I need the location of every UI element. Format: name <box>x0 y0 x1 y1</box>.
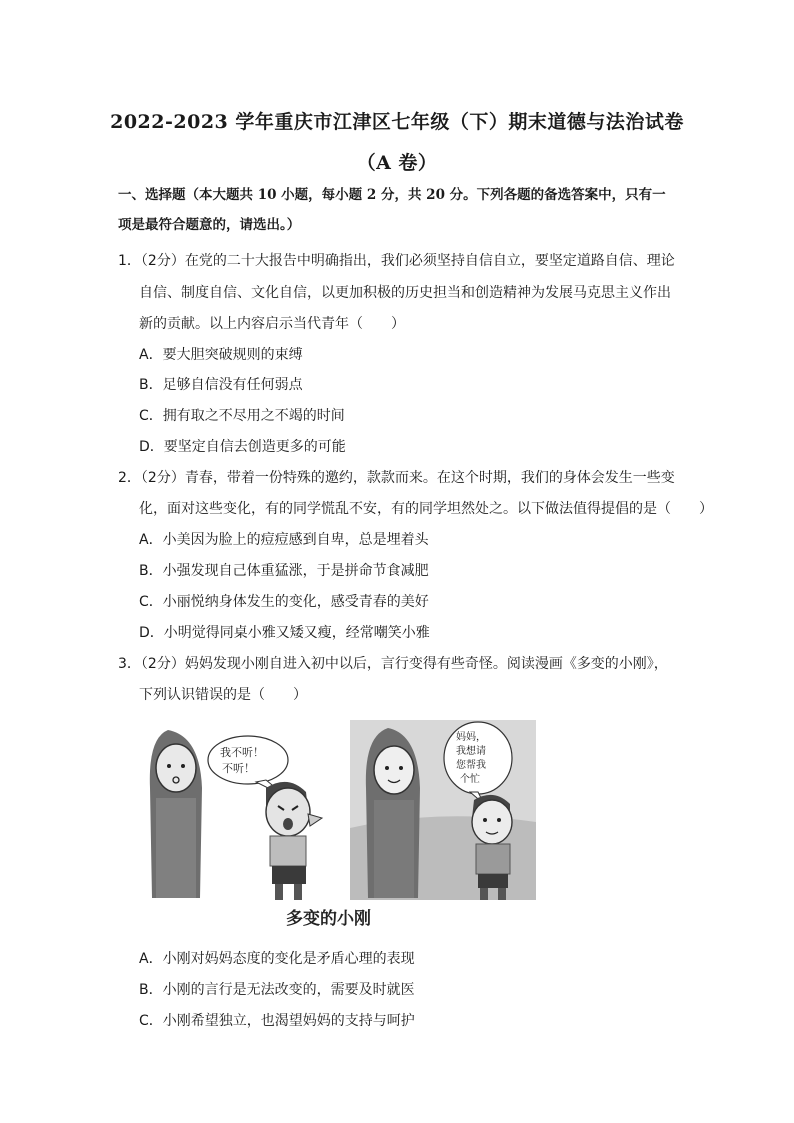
question-2-line-2: 化，面对这些变化，有的同学慌乱不安，有的同学坦然处之。以下做法值得提倡的是（ ） <box>139 501 713 517</box>
comic-bubble-2-line-1: 妈妈， <box>456 732 486 743</box>
comic-bubble-2-line-4: 个忙 <box>460 774 480 785</box>
comic-caption: 多变的小刚 <box>286 909 371 929</box>
question-2-option-a: A．小美因为脸上的痘痘感到自卑，总是埋着头 <box>139 532 429 548</box>
question-1-option-a: A．要大胆突破规则的束缚 <box>139 347 303 363</box>
comic-bubble-1-line-1: 我不听！ <box>220 746 264 759</box>
question-1-line-3: 新的贡献。以上内容启示当代青年（ ） <box>139 316 405 332</box>
question-2-option-c: C．小丽悦纳身体发生的变化，感受青春的美好 <box>139 594 429 610</box>
exam-subtitle: （A 卷） <box>356 152 438 174</box>
comic-bubble-2-line-2: 我想请 <box>456 746 486 757</box>
question-1-option-d: D．要坚定自信去创造更多的可能 <box>139 439 346 455</box>
comic-panel-1 <box>150 730 322 900</box>
exam-title: 2022-2023 学年重庆市江津区七年级（下）期末道德与法治试卷 <box>110 111 684 133</box>
comic-bubble-2-line-3: 您帮我 <box>456 760 486 771</box>
question-3-option-a: A．小刚对妈妈态度的变化是矛盾心理的表现 <box>139 951 415 967</box>
question-2-line-1: 2．（2分）青春，带着一份特殊的邀约，款款而来。在这个时期，我们的身体会发生一些变 <box>118 470 675 486</box>
question-3-option-c: C．小刚希望独立，也渴望妈妈的支持与呵护 <box>139 1013 415 1029</box>
comic-bubble-1-line-2: 不听！ <box>222 762 255 775</box>
question-1-option-c: C．拥有取之不尽用之不竭的时间 <box>139 408 345 424</box>
question-1-option-b: B．足够自信没有任何弱点 <box>139 377 303 393</box>
question-1-line-1: 1．（2分）在党的二十大报告中明确指出，我们必须坚持自信自立，要坚定道路自信、理论 <box>118 253 675 269</box>
comic-panel-2 <box>350 720 536 900</box>
question-3-option-b: B．小刚的言行是无法改变的，需要及时就医 <box>139 982 415 998</box>
question-2-option-b: B．小强发现自己体重猛涨，于是拼命节食减肥 <box>139 563 429 579</box>
question-1-line-2: 自信、制度自信、文化自信，以更加积极的历史担当和创造精神为发展马克思主义作出 <box>139 285 671 301</box>
comic-illustration <box>138 718 536 932</box>
question-3-line-1: 3．（2分）妈妈发现小刚自进入初中以后，言行变得有些奇怪。阅读漫画《多变的小刚》， <box>118 656 668 672</box>
section-heading: 一、选择题（本大题共 10 小题，每小题 2 分，共 20 分。下列各题的备选答案中，只有一项是最符合题意的，请选出。） <box>118 187 666 233</box>
question-2-option-d: D．小明觉得同桌小雅又矮又瘦，经常嘲笑小雅 <box>139 625 430 641</box>
question-3-line-2: 下列认识错误的是（ ） <box>139 687 307 703</box>
